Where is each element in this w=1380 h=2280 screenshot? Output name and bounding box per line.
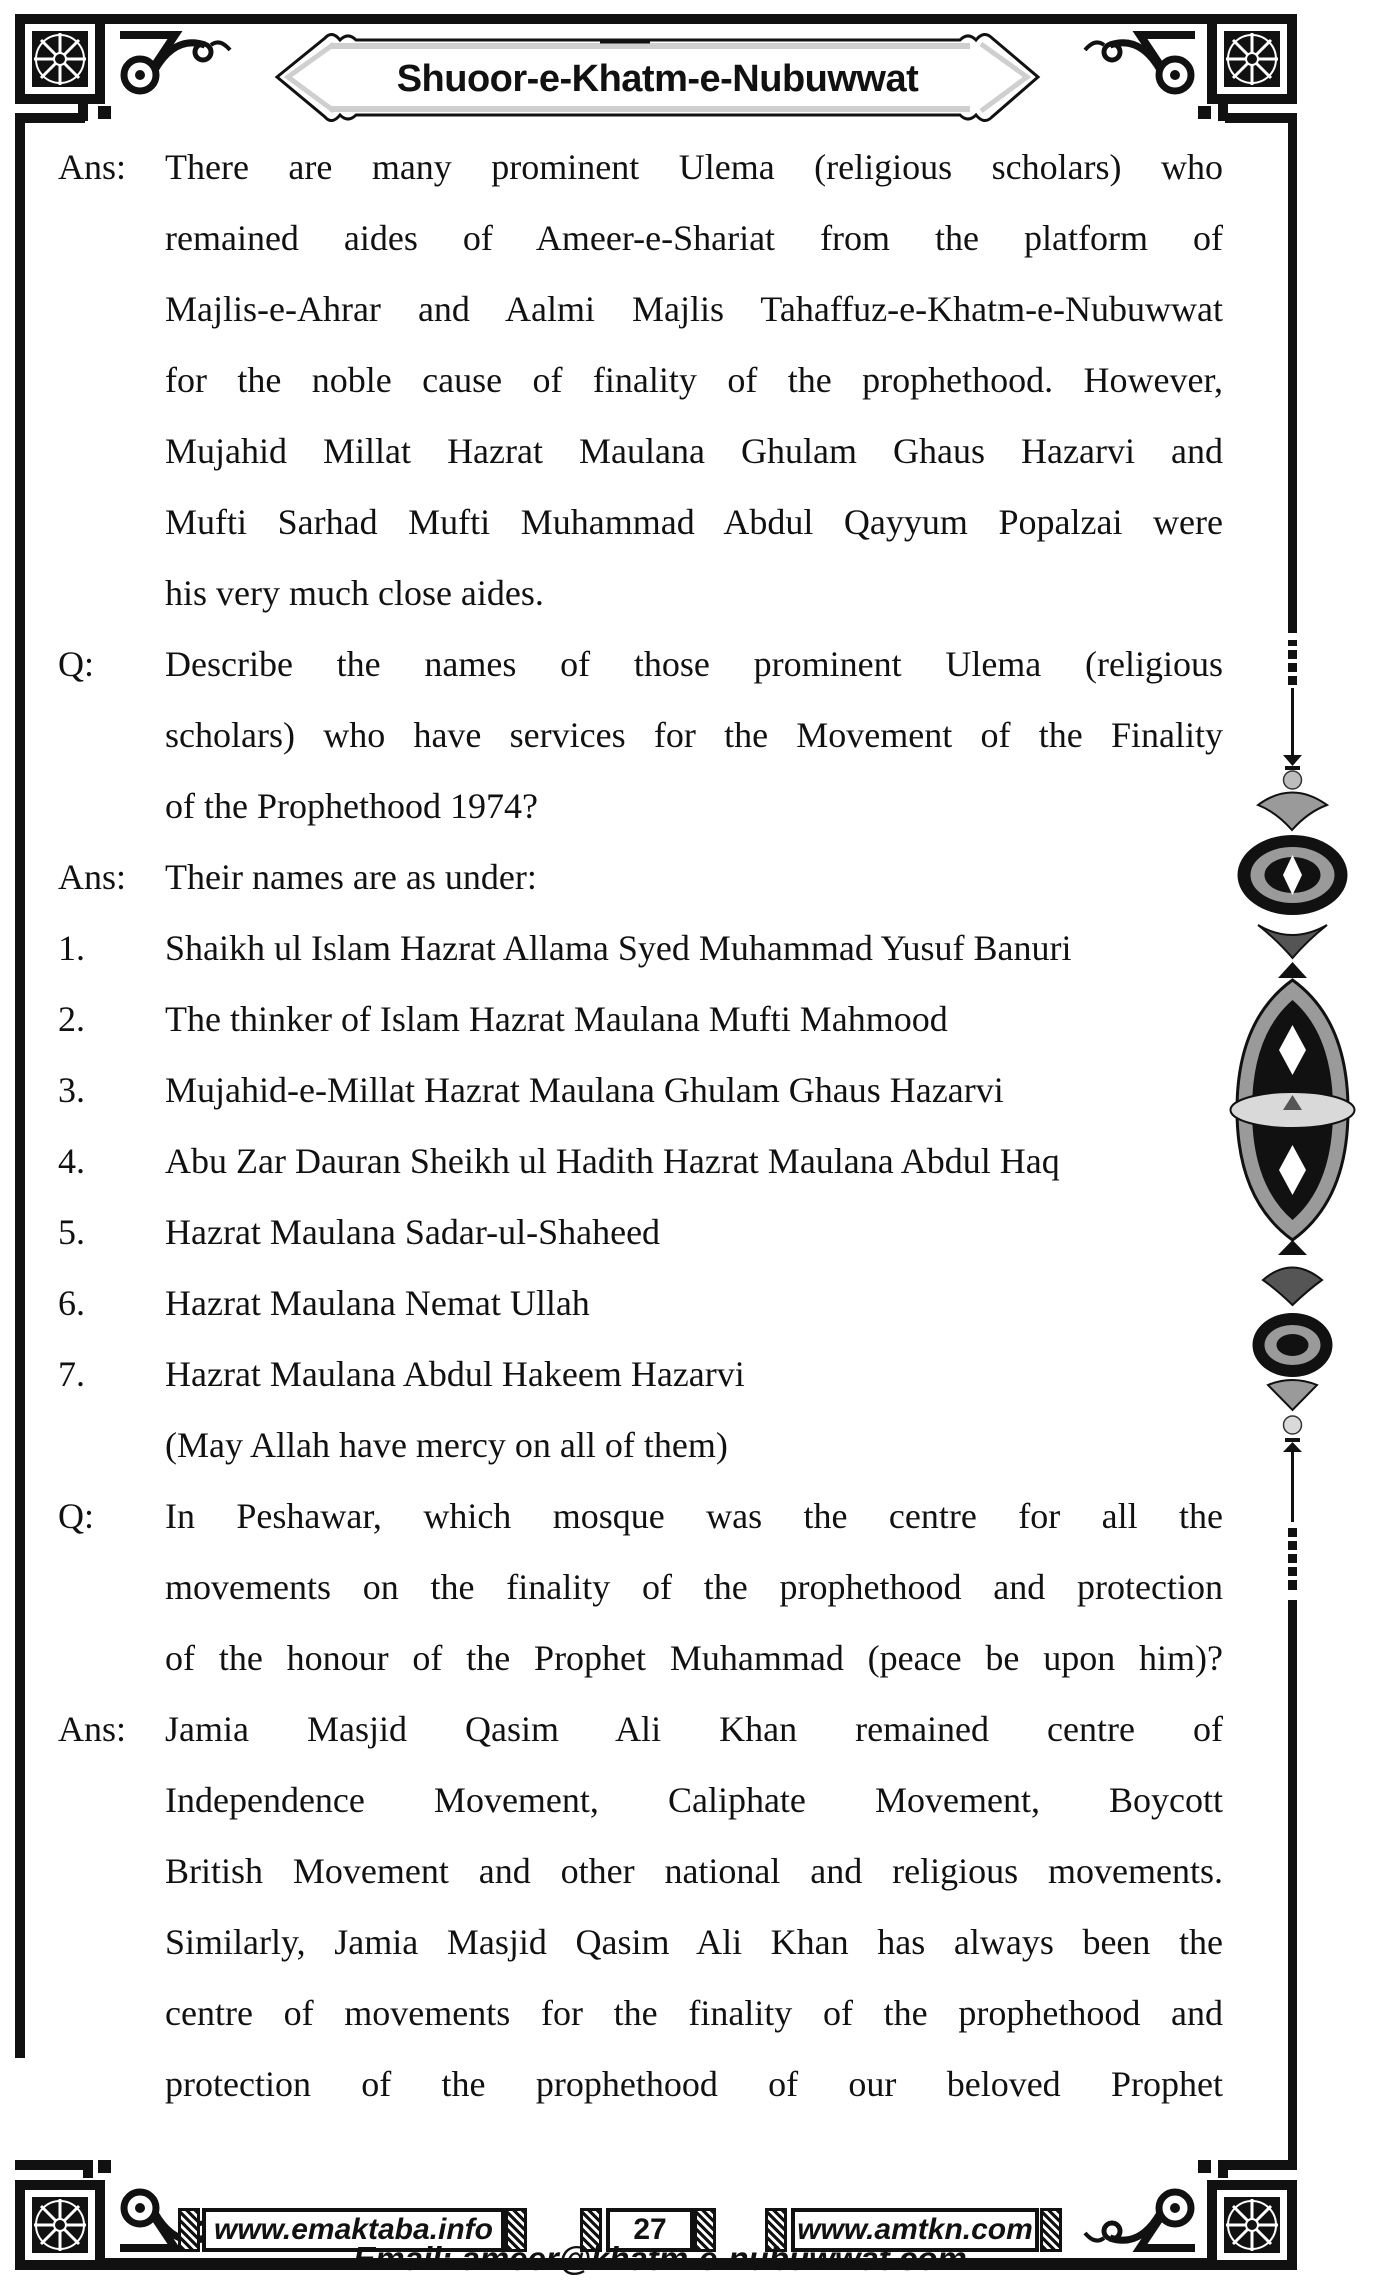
top-border — [100, 14, 1210, 24]
line-label: Q: — [58, 644, 94, 684]
text-line — [58, 416, 1223, 487]
right-border-notch-bottom — [1218, 2160, 1228, 2178]
line-text: remained aides of Ameer-e-Shariat from the platform of — [165, 218, 1223, 258]
rosette-icon — [32, 31, 88, 87]
text-line — [58, 629, 1223, 700]
line-label: 6. — [58, 1283, 85, 1323]
line-text: Shaikh ul Islam Hazrat Allama Syed Muhammad Yusuf Banuri — [165, 928, 1072, 968]
text-line — [58, 1907, 1223, 1978]
right-border-lower — [1288, 1600, 1297, 2170]
line-label: 4. — [58, 1141, 85, 1181]
line-text: of the honour of the Prophet Muhammad (peace be upon him)? — [165, 1638, 1223, 1678]
text-line — [58, 1836, 1223, 1907]
page-number: 27 — [606, 2208, 694, 2252]
line-label: 3. — [58, 1070, 85, 1110]
line-text: Hazrat Maulana Nemat Ullah — [165, 1283, 590, 1323]
line-text: Hazrat Maulana Abdul Hakeem Hazarvi — [165, 1354, 745, 1394]
header-cartouche — [270, 30, 1045, 125]
line-label: 1. — [58, 928, 85, 968]
line-text: Hazrat Maulana Sadar-ul-Shaheed — [165, 1212, 661, 1252]
text-line — [58, 345, 1223, 416]
scroll-flourish-top-right-icon — [1075, 30, 1200, 95]
line-text: British Movement and other national and religious movements. — [165, 1851, 1223, 1891]
footer-tile-icon — [178, 2208, 200, 2252]
line-text: for the noble cause of finality of the prophethood. However, — [165, 360, 1223, 400]
footer-email[interactable]: Email: ameer@khatm-e-nubuwwat.com — [353, 2240, 967, 2277]
text-line — [58, 132, 1223, 203]
line-text: Their names are as under: — [165, 857, 537, 897]
text-line — [58, 1481, 1223, 1552]
text-line — [58, 1694, 1223, 1765]
line-text: Jamia Masjid Qasim Ali Khan remained centre of — [165, 1709, 1223, 1749]
line-text: (May Allah have mercy on all of them) — [165, 1425, 728, 1465]
left-border-notch-bottom — [83, 2160, 93, 2178]
text-line — [58, 487, 1223, 558]
text-line — [58, 1410, 1223, 1481]
corner-top-right — [1207, 14, 1297, 104]
right-border-step-bottom — [1220, 2160, 1297, 2170]
line-text: scholars) who have services for the Movement of the Finality — [165, 715, 1223, 755]
text-line — [58, 2049, 1223, 2120]
line-label: 5. — [58, 1212, 85, 1252]
line-text: The thinker of Islam Hazrat Maulana Mufti Mahmood — [165, 999, 948, 1039]
text-line — [58, 771, 1223, 842]
text-line — [58, 842, 1223, 913]
text-line — [58, 1268, 1223, 1339]
right-border-dot-bottom — [1198, 2160, 1211, 2173]
left-border-dot-top — [98, 106, 111, 119]
right-border-notch-top — [1218, 103, 1228, 121]
left-border-notch-top — [78, 103, 88, 121]
right-border-step-top — [1225, 113, 1297, 123]
line-text: Mufti Sarhad Mufti Muhammad Abdul Qayyum Popalzai were — [165, 502, 1223, 542]
document-body — [58, 132, 1223, 2120]
line-text: Abu Zar Dauran Sheikh ul Hadith Hazrat Maulana Abdul Haq — [165, 1141, 1060, 1181]
line-text: Mujahid-e-Millat Hazrat Maulana Ghulam Ghaus Hazarvi — [165, 1070, 1004, 1110]
line-text: his very much close aides. — [165, 573, 544, 613]
line-text: Majlis-e-Ahrar and Aalmi Majlis Tahaffuz-e-Khatm-e-Nubuwwat — [165, 289, 1223, 329]
text-line — [58, 1623, 1223, 1694]
scroll-flourish-top-left-icon — [115, 30, 240, 95]
line-label: Ans: — [58, 1709, 127, 1749]
text-line — [58, 1055, 1223, 1126]
line-text: centre of movements for the finality of the prophethood and — [165, 1993, 1223, 2033]
left-border — [15, 113, 25, 2058]
left-border-dot-bottom — [98, 2160, 111, 2173]
line-text: Mujahid Millat Hazrat Maulana Ghulam Ghaus Hazarvi and — [165, 431, 1223, 471]
website-left-link[interactable]: www.emaktaba.info — [202, 2208, 505, 2252]
line-label: Q: — [58, 1496, 94, 1536]
line-text: Independence Movement, Caliphate Movement, Boycott — [165, 1780, 1223, 1820]
right-border-dot-top — [1198, 106, 1211, 119]
left-border-step-top — [15, 113, 85, 123]
corner-top-left — [15, 14, 105, 104]
vertical-arabesque-ornament-icon — [1228, 640, 1358, 1590]
line-text: movements on the finality of the prophethood and protection — [165, 1567, 1223, 1607]
line-label: Ans: — [58, 147, 127, 187]
line-label: 7. — [58, 1354, 85, 1394]
text-line — [58, 700, 1223, 771]
line-label: Ans: — [58, 857, 127, 897]
text-line — [58, 984, 1223, 1055]
text-line — [58, 274, 1223, 345]
left-border-step-bottom — [15, 2160, 90, 2170]
page-title: Shuoor-e-Khatm-e-Nubuwwat — [396, 58, 919, 100]
line-text: Similarly, Jamia Masjid Qasim Ali Khan has always been the — [165, 1922, 1223, 1962]
text-line — [58, 1126, 1223, 1197]
text-line — [58, 203, 1223, 274]
text-line — [58, 1339, 1223, 1410]
text-line — [58, 1552, 1223, 1623]
text-line — [58, 913, 1223, 984]
line-text: There are many prominent Ulema (religious scholars) who — [165, 147, 1223, 187]
text-line — [58, 1197, 1223, 1268]
line-text: Describe the names of those prominent Ulema (religious — [165, 644, 1223, 684]
line-text: In Peshawar, which mosque was the centre for all the — [165, 1496, 1223, 1536]
website-right-link[interactable]: www.amtkn.com — [791, 2208, 1039, 2252]
line-text: protection of the prophethood of our beloved Prophet — [165, 2064, 1223, 2104]
right-border-upper — [1288, 113, 1297, 633]
line-label: 2. — [58, 999, 85, 1039]
text-line — [58, 558, 1223, 629]
text-line — [58, 1765, 1223, 1836]
text-line — [58, 1978, 1223, 2049]
line-text: of the Prophethood 1974? — [165, 786, 538, 826]
rosette-icon — [1224, 31, 1280, 87]
